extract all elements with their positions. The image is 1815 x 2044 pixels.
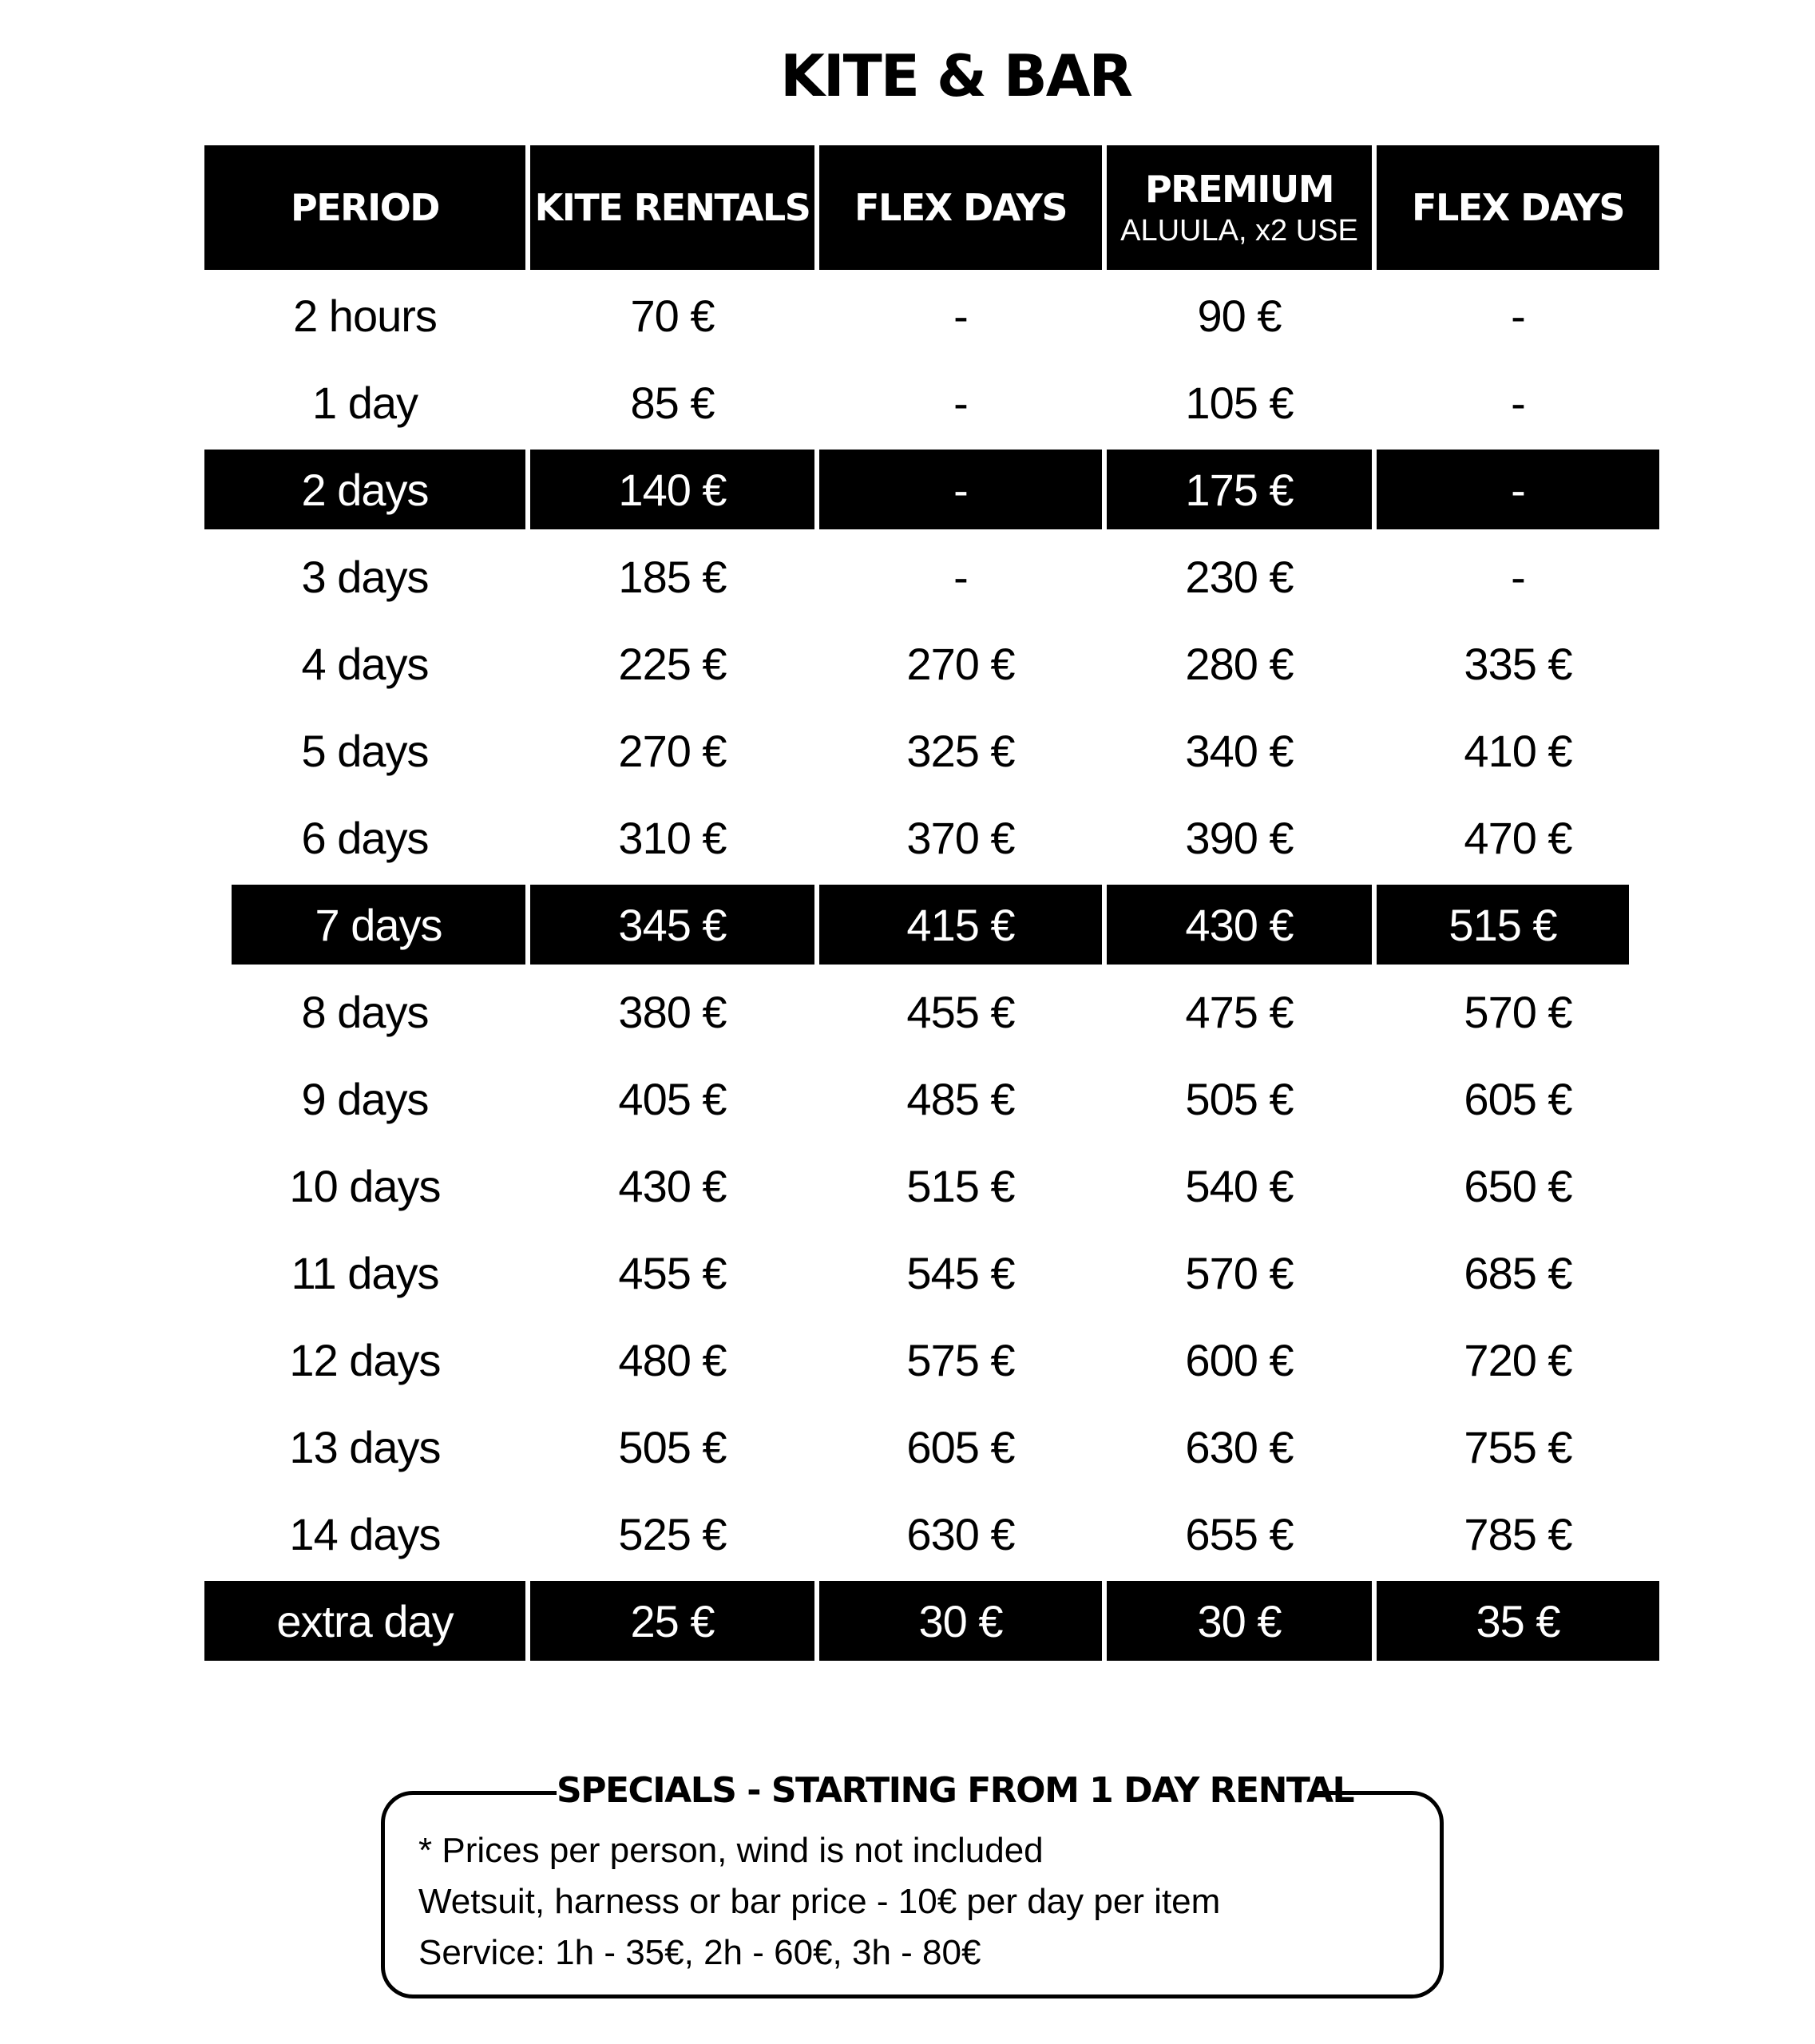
cell-premium-flex-days: 470 € (1464, 812, 1572, 863)
header-premium (1107, 145, 1372, 270)
cell-period: 7 days (232, 885, 525, 965)
cell-premium: 280 € (1185, 638, 1294, 689)
cell-flex-days: 30 € (819, 1581, 1102, 1661)
cell-period: 13 days (289, 1421, 441, 1472)
header-label: FLEX DAYS (1412, 186, 1624, 229)
specials-title: SPECIALS - STARTING FROM 1 DAY RENTAL (557, 1766, 1315, 1816)
cell-kite-rentals: 25 € (530, 1581, 814, 1661)
cell-premium-flex-days: 755 € (1464, 1421, 1572, 1472)
cell-flex-days: 605 € (906, 1421, 1015, 1472)
header-period (204, 145, 525, 270)
header-flex-days (819, 145, 1102, 270)
cell-period: 2 days (204, 450, 525, 529)
cell-flex-days: 575 € (906, 1334, 1015, 1385)
specials-line-equipment: Wetsuit, harness or bar price - 10€ per day per item (418, 1882, 1221, 1921)
cell-premium: 630 € (1185, 1421, 1294, 1472)
cell-period: 1 day (312, 377, 418, 428)
cell-kite-rentals: 345 € (530, 885, 814, 965)
cell-premium: 390 € (1185, 812, 1294, 863)
cell-kite-rentals: 455 € (618, 1247, 727, 1298)
cell-kite-rentals: 225 € (618, 638, 727, 689)
cell-kite-rentals: 505 € (618, 1421, 727, 1472)
cell-flex-days: 370 € (906, 812, 1015, 863)
cell-premium: 230 € (1185, 551, 1294, 602)
cell-kite-rentals: 70 € (630, 290, 715, 341)
specials-line-service: Service: 1h - 35€, 2h - 60€, 3h - 80€ (418, 1933, 981, 1972)
cell-flex-days: 325 € (906, 725, 1015, 776)
cell-kite-rentals: 85 € (630, 377, 715, 428)
cell-premium: 90 € (1197, 290, 1282, 341)
cell-flex-days: - (953, 551, 968, 602)
cell-period: 6 days (301, 812, 429, 863)
cell-premium-flex-days: 650 € (1464, 1160, 1572, 1211)
cell-flex-days: - (953, 290, 968, 341)
cell-flex-days: 270 € (906, 638, 1015, 689)
cell-kite-rentals: 525 € (618, 1508, 727, 1559)
cell-premium-flex-days: 410 € (1464, 725, 1572, 776)
cell-premium-flex-days: 785 € (1464, 1508, 1572, 1559)
cell-kite-rentals: 380 € (618, 986, 727, 1037)
cell-period: 4 days (301, 638, 429, 689)
cell-premium: 105 € (1185, 377, 1294, 428)
cell-flex-days: - (953, 377, 968, 428)
cell-period: 11 days (291, 1247, 439, 1298)
cell-premium: 600 € (1185, 1334, 1294, 1385)
cell-period: extra day (204, 1581, 525, 1661)
cell-premium-flex-days: - (1511, 377, 1525, 428)
cell-premium-flex-days: 605 € (1464, 1073, 1572, 1124)
cell-flex-days: 630 € (906, 1508, 1015, 1559)
page-title: KITE & BAR (780, 42, 1131, 109)
cell-period: 9 days (301, 1073, 429, 1124)
cell-premium: 430 € (1107, 885, 1372, 965)
cell-flex-days: 455 € (906, 986, 1015, 1037)
cell-kite-rentals: 140 € (530, 450, 814, 529)
cell-premium-flex-days: 35 € (1377, 1581, 1659, 1661)
cell-period: 3 days (301, 551, 429, 602)
cell-premium: 175 € (1107, 450, 1372, 529)
cell-period: 10 days (289, 1160, 441, 1211)
header-premium-flex-days (1377, 145, 1659, 270)
cell-kite-rentals: 270 € (618, 725, 727, 776)
cell-flex-days: 515 € (906, 1160, 1015, 1211)
cell-flex-days: 415 € (819, 885, 1102, 965)
cell-kite-rentals: 430 € (618, 1160, 727, 1211)
cell-premium-flex-days: 515 € (1377, 885, 1629, 965)
cell-kite-rentals: 480 € (618, 1334, 727, 1385)
cell-premium-flex-days: 685 € (1464, 1247, 1572, 1298)
cell-kite-rentals: 405 € (618, 1073, 727, 1124)
specials-line-prices: * Prices per person, wind is not included (418, 1831, 1044, 1870)
header-kite-rentals (530, 145, 814, 270)
cell-flex-days: - (819, 450, 1102, 529)
cell-period: 12 days (289, 1334, 441, 1385)
header-sublabel: ALUULA, x2 USE (1120, 213, 1358, 248)
header-label: FLEX DAYS (854, 186, 1067, 229)
cell-premium-flex-days: - (1511, 290, 1525, 341)
cell-period: 5 days (301, 725, 429, 776)
cell-kite-rentals: 185 € (618, 551, 727, 602)
cell-premium: 30 € (1107, 1581, 1372, 1661)
cell-premium-flex-days: - (1511, 551, 1525, 602)
header-label: PERIOD (291, 186, 439, 229)
cell-premium: 540 € (1185, 1160, 1294, 1211)
cell-period: 14 days (289, 1508, 441, 1559)
cell-period: 8 days (301, 986, 429, 1037)
header-label: KITE RENTALS (534, 186, 810, 229)
cell-premium: 570 € (1185, 1247, 1294, 1298)
cell-premium-flex-days: - (1377, 450, 1659, 529)
cell-premium-flex-days: 570 € (1464, 986, 1572, 1037)
cell-premium: 505 € (1185, 1073, 1294, 1124)
cell-premium-flex-days: 335 € (1464, 638, 1572, 689)
cell-premium: 655 € (1185, 1508, 1294, 1559)
cell-kite-rentals: 310 € (618, 812, 727, 863)
cell-flex-days: 485 € (906, 1073, 1015, 1124)
cell-flex-days: 545 € (906, 1247, 1015, 1298)
cell-premium-flex-days: 720 € (1464, 1334, 1572, 1385)
cell-premium: 340 € (1185, 725, 1294, 776)
header-label: PREMIUM (1144, 167, 1334, 211)
cell-period: 2 hours (293, 290, 437, 341)
cell-premium: 475 € (1185, 986, 1294, 1037)
